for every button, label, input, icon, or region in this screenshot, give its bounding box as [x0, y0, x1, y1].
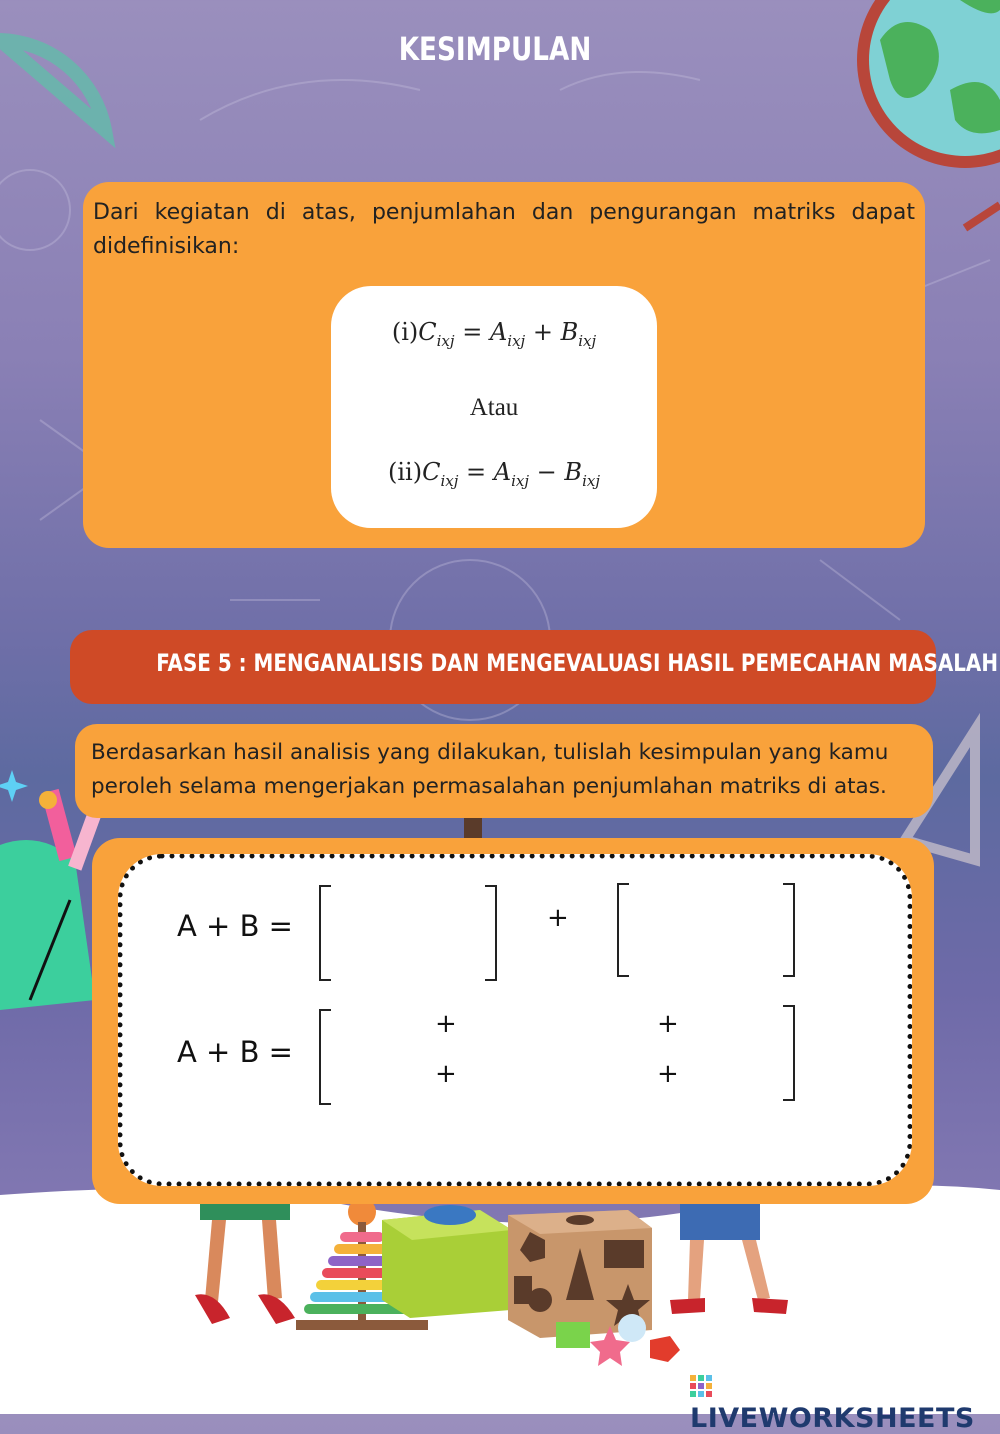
phase-title: FASE 5 : MENGANALISIS DAN MENGEVALUASI HASIL PEMECAHAN MASALAH — [156, 649, 999, 677]
matrix-a-left-bracket — [319, 885, 331, 981]
instruction-text: Berdasarkan hasil analisis yang dilakukan, tulislah kesimpulan yang kamu peroleh selama mengerjakan permasalahan penjumlahan matriks di atas. — [91, 740, 889, 799]
sum-plus-sign: + — [435, 1059, 457, 1089]
globe-icon — [857, 0, 1000, 168]
pencil-cup-icon — [0, 789, 102, 1010]
liveworksheets-logo-text: LIVEWORKSHEETS — [690, 1403, 975, 1434]
row2-label: A + B = — [177, 1035, 293, 1069]
sum-plus-sign: + — [657, 1009, 679, 1039]
row1-label: A + B = — [177, 909, 293, 943]
formula-subtraction: $(ii)C_{ixj} = A_{ixj} - B_{ixj}$ — [388, 458, 600, 490]
matrix-sum-left-bracket — [319, 1009, 331, 1105]
definition-text: Dari kegiatan di atas, penjumlahan dan pengurangan matriks dapat didefinisikan: — [93, 200, 915, 259]
liveworksheets-logo — [690, 1372, 1000, 1434]
sum-plus-sign: + — [657, 1059, 679, 1089]
sum-plus-sign: + — [435, 1009, 457, 1039]
matrix-a-right-bracket — [485, 885, 497, 981]
formula-box — [331, 286, 657, 528]
formula-separator: Atau — [469, 394, 519, 421]
matrix-b-left-bracket — [617, 883, 629, 977]
answer-box — [118, 854, 912, 1186]
formula-addition: $(i)C_{ixj} = A_{ixj} + B_{ixj}$ — [391, 318, 597, 350]
liveworksheets-logo-icon — [690, 1375, 712, 1399]
definition-card — [83, 182, 925, 548]
matrix-sum-right-bracket — [783, 1005, 795, 1101]
matrix-b-right-bracket — [783, 883, 795, 977]
page-title: KESIMPULAN — [398, 30, 592, 68]
row1-plus-sign: + — [547, 903, 569, 933]
answer-card — [92, 838, 934, 1204]
phase-banner — [70, 630, 999, 704]
instruction-card — [75, 724, 933, 818]
sparkle-icon — [0, 770, 28, 802]
